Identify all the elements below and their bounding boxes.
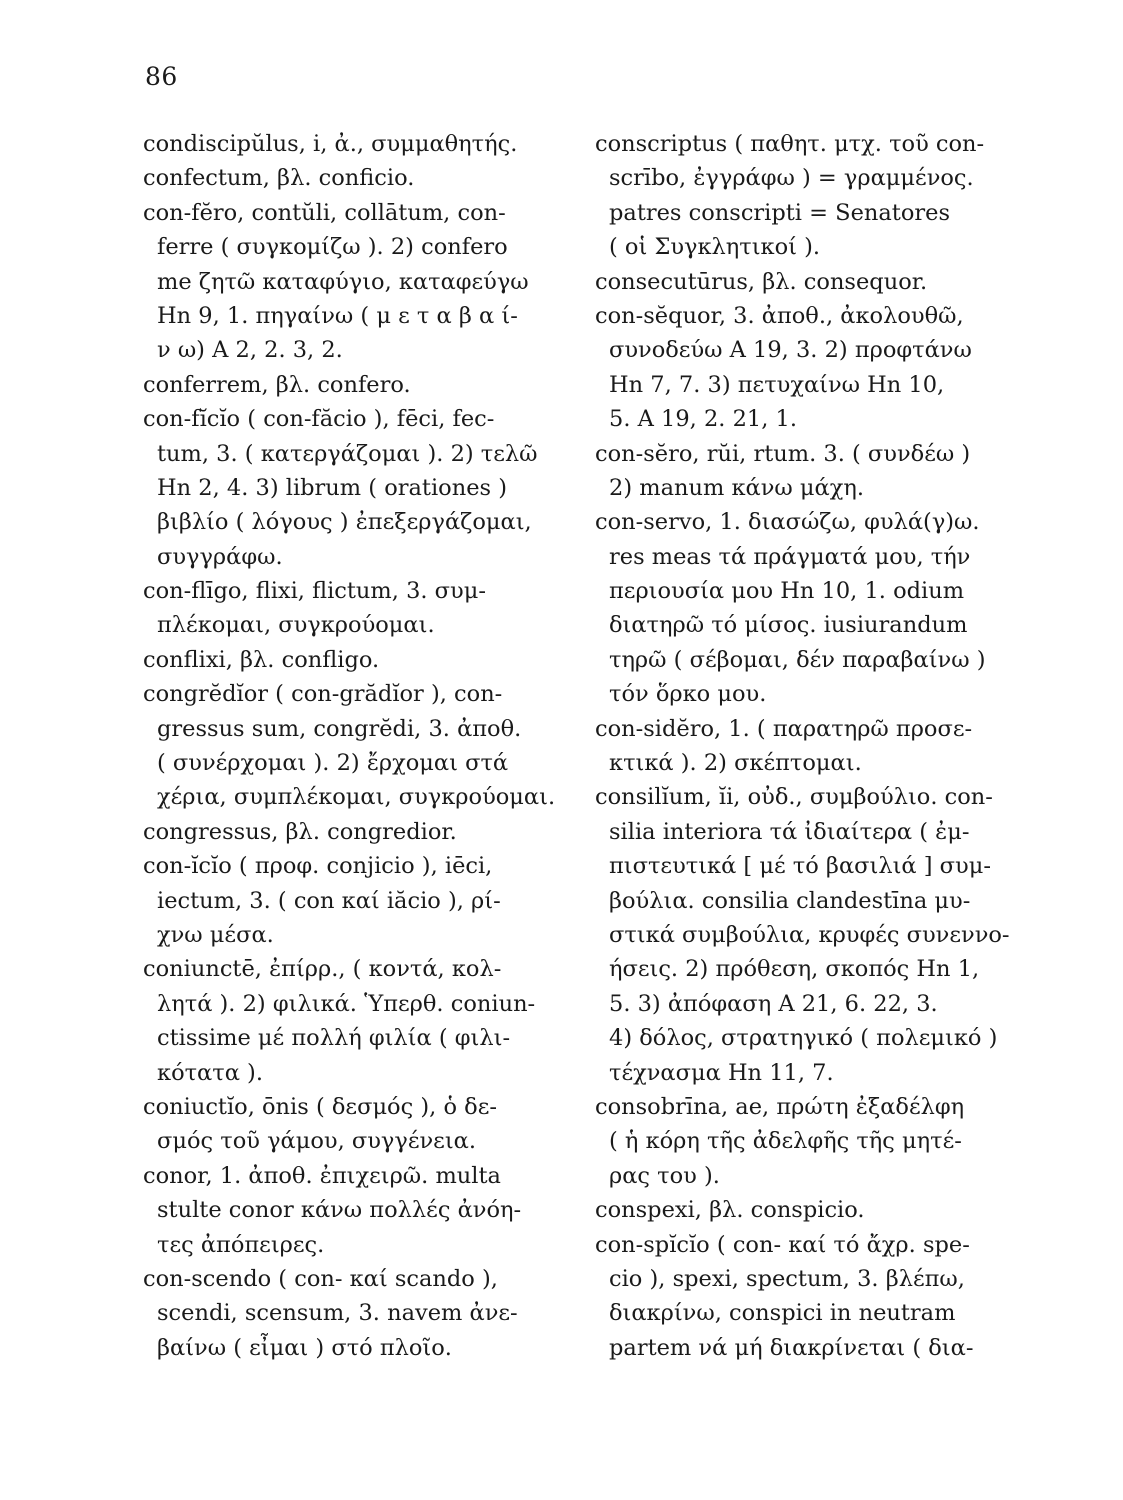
dictionary-line: conspexi, βλ. conspicio. <box>595 1197 865 1224</box>
dictionary-line: conor, 1. ἀποθ. ἐπιχειρῶ. multa <box>143 1162 501 1189</box>
dictionary-line: partem νά μή διακρίνεται ( δια- <box>609 1334 974 1361</box>
dictionary-line: ν ω) Α 2, 2. 3, 2. <box>157 337 343 364</box>
dictionary-line: ferre ( συγκομίζω ). 2) confero <box>157 234 508 261</box>
dictionary-line: 2) manum κάνω μάχη. <box>609 474 864 501</box>
dictionary-line: congrĕdĭor ( con-grădĭor ), con- <box>143 681 503 708</box>
dictionary-line: ρας του ). <box>609 1162 720 1189</box>
dictionary-line: tum, 3. ( κατεργάζομαι ). 2) τελῶ <box>157 440 538 467</box>
dictionary-line: συγγράφω. <box>157 543 283 570</box>
dictionary-line: stulte conor κάνω πολλές ἀνόη- <box>157 1197 522 1224</box>
dictionary-line: iectum, 3. ( con καί iăcio ), ρί- <box>157 887 501 914</box>
dictionary-line: con-ĭcĭo ( προφ. conjicio ), iēci, <box>143 853 493 880</box>
dictionary-line: cio ), spexi, spectum, 3. βλέπω, <box>609 1265 965 1292</box>
dictionary-line: τηρῶ ( σέβομαι, δέν παραβαίνω ) <box>609 646 986 673</box>
left-column <box>143 127 568 1365</box>
dictionary-line: διακρίνω, conspici in neutram <box>609 1300 956 1327</box>
dictionary-line: βιβλίο ( λόγους ) ἐπεξεργάζομαι, <box>157 509 532 536</box>
dictionary-line: coniunctē, ἐπίρρ., ( κοντά, κολ- <box>143 956 502 983</box>
dictionary-line: consobrīna, ae, πρώτη ἐξαδέλφη <box>595 1093 965 1120</box>
dictionary-line: congressus, βλ. congredior. <box>143 818 457 845</box>
dictionary-line: res meas τά πράγματά μου, τήν <box>609 543 971 570</box>
dictionary-line: βούλια. consilia clandestīna μυ- <box>609 887 971 914</box>
dictionary-line: περιουσία μου Hn 10, 1. odium <box>609 578 965 605</box>
dictionary-line: ( οἱ Συγκλητικοί ). <box>609 234 821 261</box>
dictionary-line: con-servo, 1. διασώζω, φυλά(γ)ω. <box>595 509 980 536</box>
page-number: 86 <box>145 62 178 91</box>
dictionary-line: consilĭum, ĭi, οὐδ., συμβούλιο. con- <box>595 784 993 811</box>
dictionary-line: conflixi, βλ. confligo. <box>143 646 380 673</box>
dictionary-line: ( συνέρχομαι ). 2) ἔρχομαι στά <box>157 750 509 777</box>
dictionary-line: silia interiora τά ἰδιαίτερα ( ἐμ- <box>609 818 970 845</box>
right-column <box>595 127 1045 1365</box>
dictionary-line: τες ἀπόπειρες. <box>157 1231 325 1258</box>
dictionary-line: con-spĭcĭo ( con- καί τό ἄχρ. spe- <box>595 1231 970 1258</box>
dictionary-line: χέρια, συμπλέκομαι, συγκρούομαι. <box>157 784 556 811</box>
dictionary-line: διατηρῶ τό μίσος. iusiurandum <box>609 612 968 639</box>
dictionary-line: τόν ὅρκο μου. <box>609 681 767 708</box>
dictionary-line: con-sidĕro, 1. ( παρατηρῶ προσε- <box>595 715 973 742</box>
dictionary-line: σμός τοῦ γάμου, συγγένεια. <box>157 1128 476 1155</box>
dictionary-line: πλέκομαι, συγκρούομαι. <box>157 612 435 639</box>
dictionary-line: con-sĕquor, 3. ἀποθ., ἀκολουθῶ, <box>595 302 964 329</box>
dictionary-line: ήσεις. 2) πρόθεση, σκοπός Hn 1, <box>609 956 980 983</box>
dictionary-line: 5. Α 19, 2. 21, 1. <box>609 406 797 433</box>
dictionary-line: Hn 7, 7. 3) πετυχαίνω Hn 10, <box>609 371 945 398</box>
dictionary-line: gressus sum, congrĕdi, 3. ἀποθ. <box>157 715 522 742</box>
dictionary-line: ( ἡ κόρη τῆς ἀδελφῆς τῆς μητέ- <box>609 1128 962 1155</box>
dictionary-line: συνοδεύω Α 19, 3. 2) προφτάνω <box>609 337 972 364</box>
dictionary-line: χνω μέσα. <box>157 921 274 948</box>
dictionary-line: condiscipŭlus, i, ἀ., συμμαθητής. <box>143 131 518 157</box>
dictionary-line: scendi, scensum, 3. navem ἀνε- <box>157 1300 518 1327</box>
dictionary-line: Hn 9, 1. πηγαίνω ( μ ε τ α β α ί- <box>157 302 518 329</box>
dictionary-line: κότατα ). <box>157 1059 263 1086</box>
dictionary-line: con-flīgo, flixi, flictum, 3. συμ- <box>143 578 486 605</box>
dictionary-line: con-scendo ( con- καί scando ), <box>143 1265 498 1292</box>
dictionary-line: στικά συμβούλια, κρυφές συνεννο- <box>609 921 1010 948</box>
dictionary-line: scrībo, ἐγγράφω ) = γραμμένος. <box>609 165 974 192</box>
dictionary-line: κτικά ). 2) σκέπτομαι. <box>609 750 862 777</box>
dictionary-line: conscriptus ( παθητ. μτχ. τοῦ con- <box>595 131 985 157</box>
dictionary-line: con-sĕro, rŭi, rtum. 3. ( συνδέω ) <box>595 440 971 467</box>
dictionary-line: conferrem, βλ. confero. <box>143 371 411 398</box>
dictionary-line: 4) δόλος, στρατηγικό ( πολεμικό ) <box>609 1025 998 1052</box>
dictionary-line: Hn 2, 4. 3) librum ( orationes ) <box>157 474 507 501</box>
dictionary-line: me ζητῶ καταφύγιο, καταφεύγω <box>157 268 529 295</box>
dictionary-line: τέχνασμα Hn 11, 7. <box>609 1059 834 1086</box>
dictionary-line: coniuctĭo, ōnis ( δεσμός ), ὁ δε- <box>143 1093 497 1120</box>
dictionary-line: βαίνω ( εἶμαι ) στό πλοῖο. <box>157 1334 452 1361</box>
dictionary-line: con-fĭcĭo ( con-făcio ), fēci, fec- <box>143 406 495 433</box>
dictionary-line: ctissime μέ πολλή φιλία ( φιλι- <box>157 1025 511 1052</box>
dictionary-line: patres conscripti = Senatores <box>609 199 951 226</box>
dictionary-line: 5. 3) ἀπόφαση Α 21, 6. 22, 3. <box>609 990 938 1017</box>
dictionary-line: consecutūrus, βλ. consequor. <box>595 268 928 295</box>
dictionary-line: confectum, βλ. conficio. <box>143 165 415 192</box>
dictionary-line: λητά ). 2) φιλικά. Ὑπερθ. coniun- <box>157 990 536 1017</box>
dictionary-line: con-fĕro, contŭli, collātum, con- <box>143 199 506 226</box>
dictionary-line: πιστευτικά [ μέ τό βασιλιά ] συμ- <box>609 853 991 880</box>
